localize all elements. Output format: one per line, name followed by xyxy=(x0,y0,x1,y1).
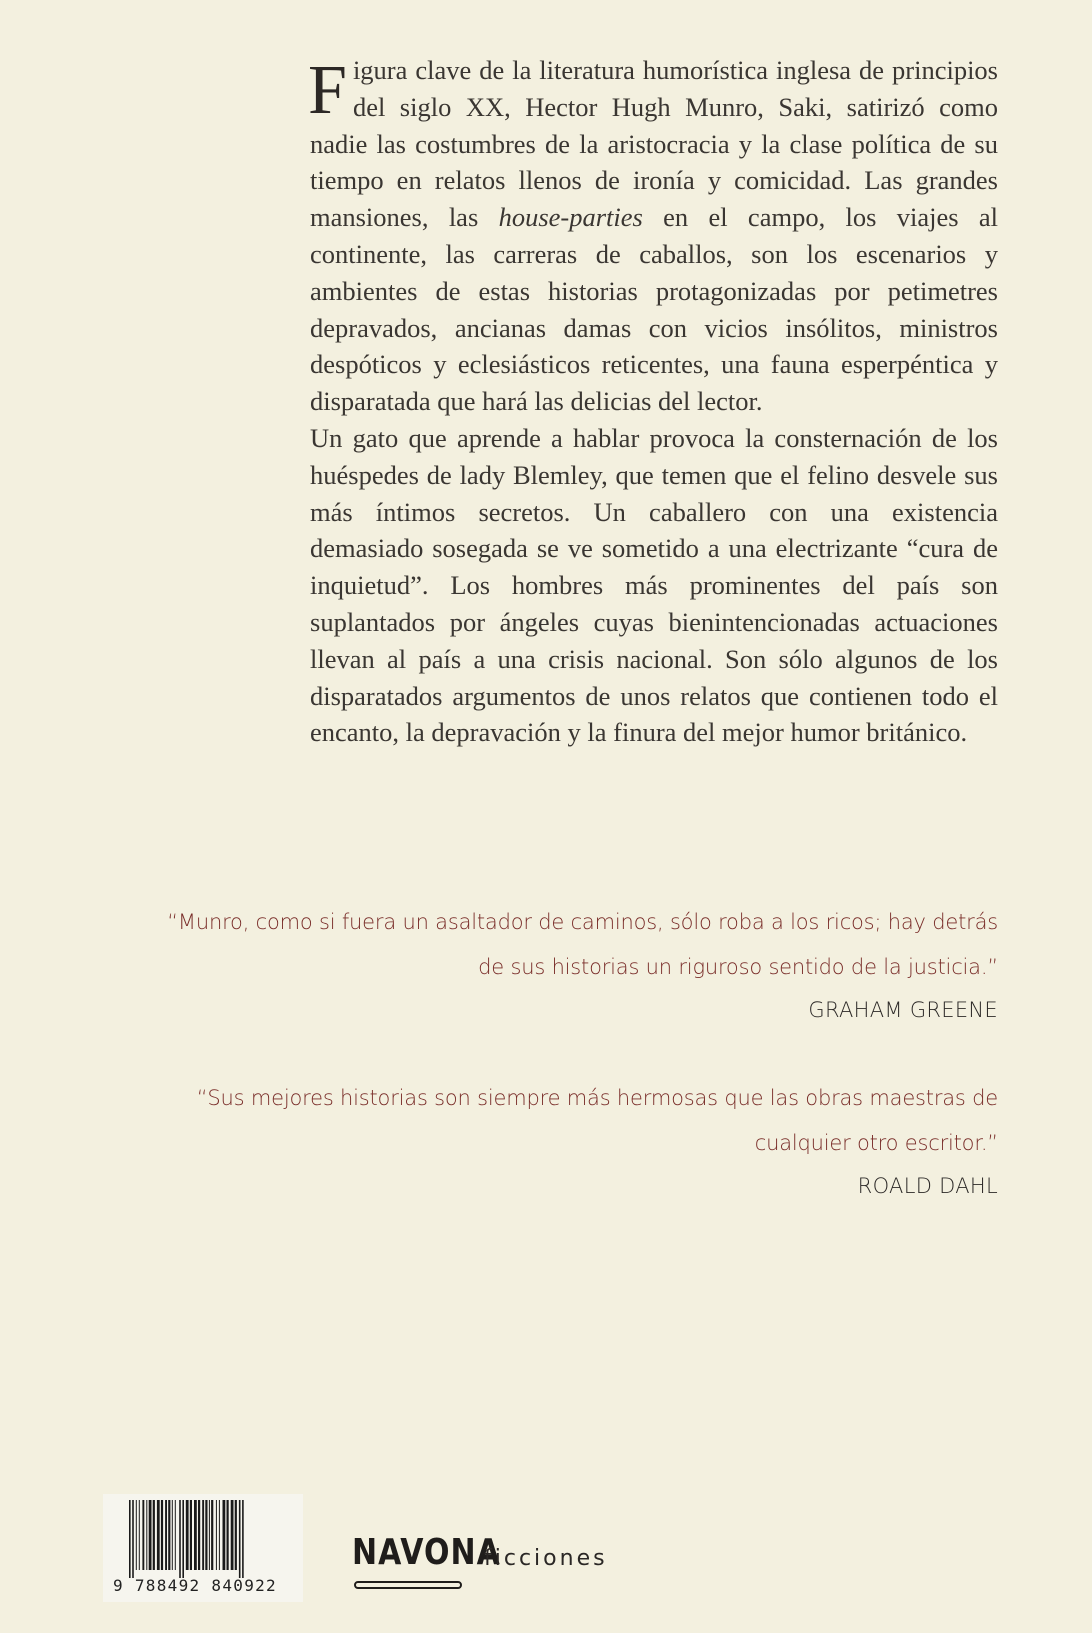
italic-term: house-parties xyxy=(498,202,643,233)
barcode-bar xyxy=(182,1500,184,1578)
barcode-bars xyxy=(129,1500,299,1578)
barcode-bar xyxy=(235,1500,237,1570)
drop-cap: F xyxy=(308,52,347,129)
synopsis-text: en el campo, los viajes al continente, las carreras de caballos, son los escenarios y ambientes de estas historias protagonizadas por petimetres depravados, ancianas damas con vicios insólitos, ministros despóticos y eclesiásticos reticentes, una fauna esperpéntica y disparatada que hará las delicias del lector. xyxy=(310,202,999,417)
barcode-bar xyxy=(198,1500,200,1570)
quote-line: cualquier otro escritor.” xyxy=(754,1131,998,1155)
barcode-bar xyxy=(179,1500,181,1578)
barcode-bar xyxy=(209,1500,210,1570)
barcode-bar xyxy=(142,1500,144,1570)
barcode-bar xyxy=(239,1500,241,1578)
isbn-barcode xyxy=(103,1494,303,1602)
barcode-bar xyxy=(146,1500,147,1570)
barcode-bar xyxy=(223,1500,226,1570)
quote-line: “Munro, como si fuera un asaltador de caminos, sólo roba a los ricos; hay detrás xyxy=(167,910,998,934)
barcode-bar xyxy=(219,1500,220,1570)
barcode-bar xyxy=(149,1500,152,1570)
isbn-digits: 9 788492 840922 xyxy=(113,1576,277,1595)
barcode-bar xyxy=(202,1500,204,1570)
barcode-bar xyxy=(194,1500,197,1570)
synopsis-text: igura clave de la literatura humorística inglesa de principios del siglo XX, Hector Hugh Munro, Saki, satirizó como nadie las costumbres de la aristocracia y la clase política de su tiempo en relatos llenos de ironía y comicidad. Las grandes mansiones, las xyxy=(310,55,998,233)
barcode-bar xyxy=(190,1500,192,1570)
barcode-bar xyxy=(205,1500,207,1570)
quote-line: “Sus mejores historias son siempre más hermosas que las obras maestras de xyxy=(196,1086,998,1110)
book-synopsis xyxy=(310,52,998,751)
barcode-bar xyxy=(186,1500,189,1570)
barcode-bar xyxy=(227,1500,229,1570)
barcode-bar xyxy=(242,1500,244,1578)
barcode-bar xyxy=(172,1500,173,1570)
barcode-bar xyxy=(175,1500,176,1570)
quote-author: GRAHAM GREENE xyxy=(808,998,998,1022)
synopsis-paragraph-2: Un gato que aprende a hablar provoca la consternación de los huéspedes de lady Blemley, que temen que el felino desvele sus más íntimos secretos. Un caballero con una existencia demasiado sosegada se ve sometido a una electrizante “cura de inquietud”. Los hombres más prominentes del país son suplantados por ángeles cuyas bienintencionadas actuaciones llevan al país a una crisis nacional. Son sólo algunos de los disparatados argumentos de unos relatos que contienen todo el encanto, la depravación y la finura del mejor humor británico. xyxy=(310,422,998,748)
barcode-bar xyxy=(168,1500,170,1570)
publisher-logo xyxy=(352,1531,501,1597)
collection-name: ficciones xyxy=(484,1546,608,1571)
logo-underline xyxy=(354,1581,462,1589)
barcode-bar xyxy=(161,1500,163,1570)
barcode-bar xyxy=(157,1500,160,1570)
barcode-bar xyxy=(231,1500,234,1570)
synopsis-paragraph-1 xyxy=(310,52,998,420)
barcode-bar xyxy=(132,1500,134,1578)
barcode-bar xyxy=(139,1500,140,1570)
blurb-quote xyxy=(120,900,998,1030)
publisher-name: NAVONA xyxy=(352,1531,501,1574)
barcode-bar xyxy=(216,1500,217,1570)
quote-author: ROALD DAHL xyxy=(857,1174,998,1198)
quote-line: de sus historias un riguroso sentido de la justicia.” xyxy=(478,955,998,979)
barcode-bar xyxy=(136,1500,137,1570)
barcode-bar xyxy=(129,1500,131,1578)
barcode-bar xyxy=(211,1500,213,1570)
blurb-quote xyxy=(120,1076,998,1206)
barcode-bar xyxy=(153,1500,155,1570)
barcode-bar xyxy=(165,1500,167,1570)
